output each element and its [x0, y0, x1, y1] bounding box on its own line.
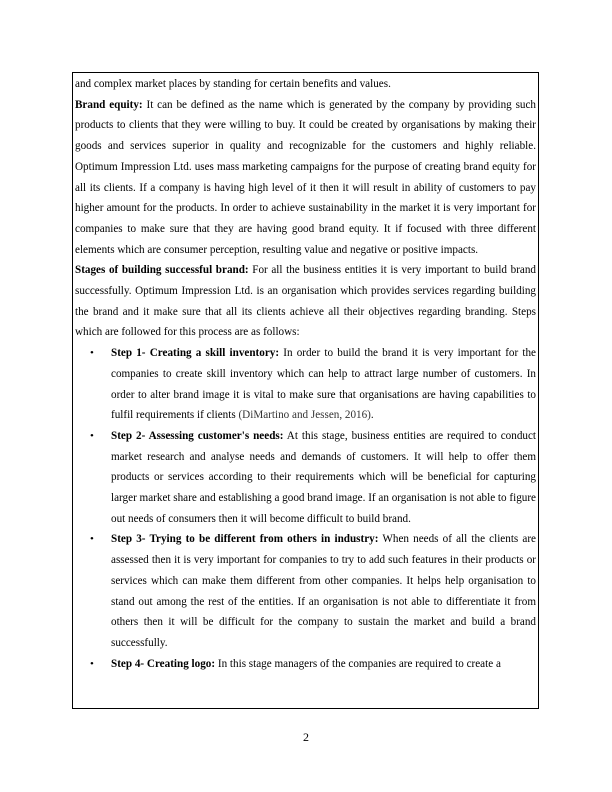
bullet-icon: •	[90, 533, 94, 546]
stages-heading: Stages of building successful brand:	[75, 264, 249, 277]
bullet-icon: •	[90, 347, 94, 360]
steps-list	[75, 343, 536, 674]
list-item: • Step 3- Trying to be different from others in industry: When needs of all the clients are assessed then it is very important for companies to try to add such features in their products or services which can make them different from other companies. It helps help organisation to stand out among the rest of the entities. If an organisation is not able to differentiate it from others then it will be difficult for the company to sustain the market and build a brand successfully.	[75, 529, 536, 653]
bullet-icon: •	[90, 657, 94, 670]
brand-equity-heading: Brand equity:	[75, 98, 143, 111]
list-item: • Step 1- Creating a skill inventory: In order to build the brand it is very important for the companies to create skill inventory which can help to attract large number of customers. In order to alter brand image it is vital to make sure that organisations are having capabilities to fulfil requirements if clients (DiMartino and Jessen, 2016).	[75, 343, 536, 426]
paragraph-intro-continuation: and complex market places by standing for certain benefits and values.	[75, 78, 391, 90]
page-content-frame	[72, 72, 539, 709]
list-item: • Step 2- Assessing customer's needs: At this stage, business entities are required to conduct market research and analyse needs and demands of customers. It will help to offer them products or services according to their requirements which will be beneficial for capturing larger market share and establishing a good brand image. If an organisation is not able to figure out needs of consumers then it will become difficult to build brand.	[75, 426, 536, 530]
citation: (DiMartino and Jessen, 2016)	[238, 409, 371, 422]
page-number: 2	[303, 730, 309, 744]
paragraph-brand-equity: Brand equity: It can be defined as the name which is generated by the company by providing such products to clients that they were willing to buy. It could be created by organisations by making their goods and services superior in quality and recognizable for the customers and highly reliable. Optimum Impression Ltd. uses mass marketing campaigns for the purpose of creating brand equity for all its clients. If a company is having high level of it then it will result in ability of customers to pay higher amount for the products. In order to achieve sustainability in the market it is very important for companies to make sure that they are having good brand equity. It if focused with three different elements which are consumer perception, resulting value and negative or positive impacts.	[75, 98, 537, 256]
list-item: • Step 4- Creating logo: In this stage managers of the companies are required to create a	[75, 654, 536, 675]
bullet-icon: •	[90, 429, 94, 442]
paragraph-stages: Stages of building successful brand: For all the business entities it is very important to build brand successfully. Optimum Impression Ltd. is an organisation which provides services regarding building the brand and it make sure that all its clients achieve all their objectives regarding branding. Steps which are followed for this process are as follows:	[75, 264, 536, 339]
